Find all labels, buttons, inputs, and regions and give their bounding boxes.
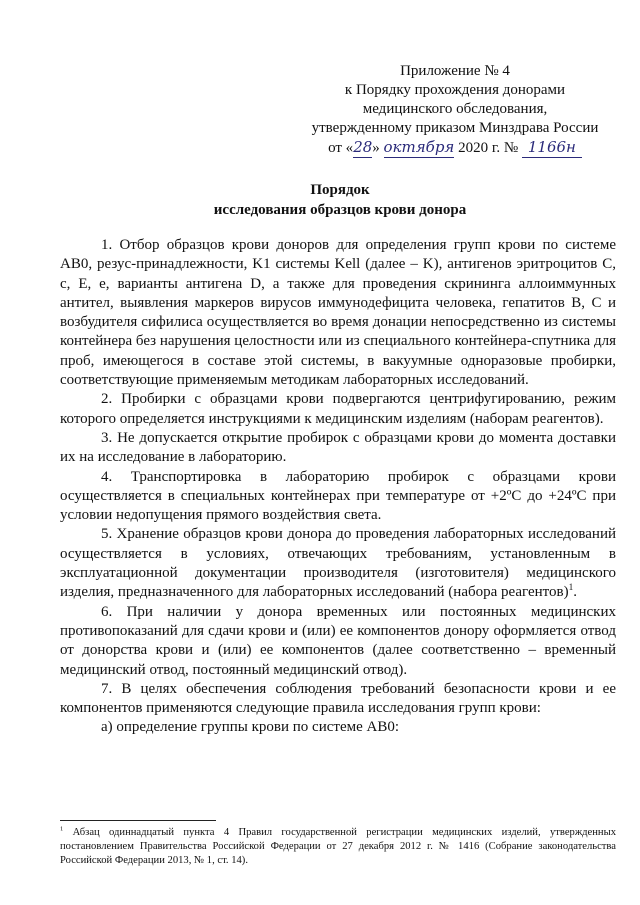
footnote-divider: [60, 820, 216, 821]
paragraph-7: 7. В целях обеспечения соблюдения требований безопасности крови и ее компонентов применяются следующие правила исследования групп крови:: [60, 680, 616, 717]
handwritten-day: 28: [353, 138, 373, 156]
date-year: 2020 г. №: [454, 140, 522, 156]
paragraph-3: 3. Не допускается открытие пробирок с образцами крови до момента доставки их на исследование в лабораторию.: [60, 429, 616, 466]
appendix-approval: утвержденному приказом Минздрава России: [311, 120, 599, 136]
handwritten-month: октября: [383, 138, 455, 156]
footnote: [60, 826, 616, 868]
appendix-reference-line2: медицинского обследования,: [362, 101, 548, 117]
paragraph-1: 1. Отбор образцов крови доноров для определения групп крови по системе AB0, резус-принадлежности, K1 системы Kell (далее – K), антигенов эритроцитов C, c, E, e, варианты антигена D, а также для проведения скрининга аллоиммунных антител, выявления маркеров вирусов иммунодефицита человека, гепатитов B, C и возбудителя сифилиса осуществляется во время донации непосредственно из системы контейнера без нарушения целостности или из специального контейнера-спутника для проб, имеющегося в составе этой системы, в вакуумные одноразовые пробирки, соответствующие применяемым методикам лабораторных исследований.: [60, 237, 616, 389]
paragraph-4: 4. Транспортировка в лабораторию пробирок с образцами крови осуществляется в специальных контейнерах при температуре от +2ºС до +24ºС при условии недопущения прямого воздействия света.: [60, 468, 616, 524]
footnote-marker: 1: [60, 825, 64, 833]
paragraph-5-suffix: .: [573, 584, 577, 601]
footnote-reference: 1: [568, 583, 574, 594]
order-date-line: [310, 138, 600, 158]
appendix-reference: к Порядку прохождения донорами: [344, 82, 566, 98]
paragraph-5: [60, 525, 616, 602]
document-title: [60, 180, 620, 220]
handwritten-order-number: 1166н: [522, 138, 582, 158]
document-body: [60, 236, 616, 738]
date-prefix: от «: [328, 140, 354, 156]
footnote-text: Абзац одиннадцатый пункта 4 Правил государственной регистрации медицинских изделий, утвержденных постановлением Правительства Российской Федерации от 27 декабря 2012 г. № 1416 (Собрание законодательства Российской Федерации 2013, № 1, ст. 14).: [60, 827, 616, 866]
paragraph-6: 6. При наличии у донора временных или постоянных медицинских противопоказаний для сдачи крови и (или) ее компонентов донору оформляется отвод от донорства крови и (или) ее компонентов (далее соответственно – временный медицинский отвод, постоянный медицинский отвод).: [60, 603, 616, 678]
date-mid: »: [372, 140, 384, 156]
appendix-header: [310, 62, 600, 158]
paragraph-5-text: 5. Хранение образцов крови донора до проведения лабораторных исследований осуществляется в условиях, отвечающих требованиям, установленным в эксплуатационной документации производителя (изготовителя) медицинского изделия, предназначенного для лабораторных исследований (набора реагентов): [60, 526, 616, 601]
title-line2: исследования образцов крови донора: [213, 202, 467, 218]
title-line1: Порядок: [310, 182, 370, 198]
appendix-number: Приложение № 4: [400, 63, 510, 79]
paragraph-2: 2. Пробирки с образцами крови подвергаются центрифугированию, режим которого определяется инструкциями к медицинским изделиям (наборам реагентов).: [60, 391, 616, 427]
paragraph-7a: а) определение группы крови по системе AB0:: [101, 719, 400, 736]
